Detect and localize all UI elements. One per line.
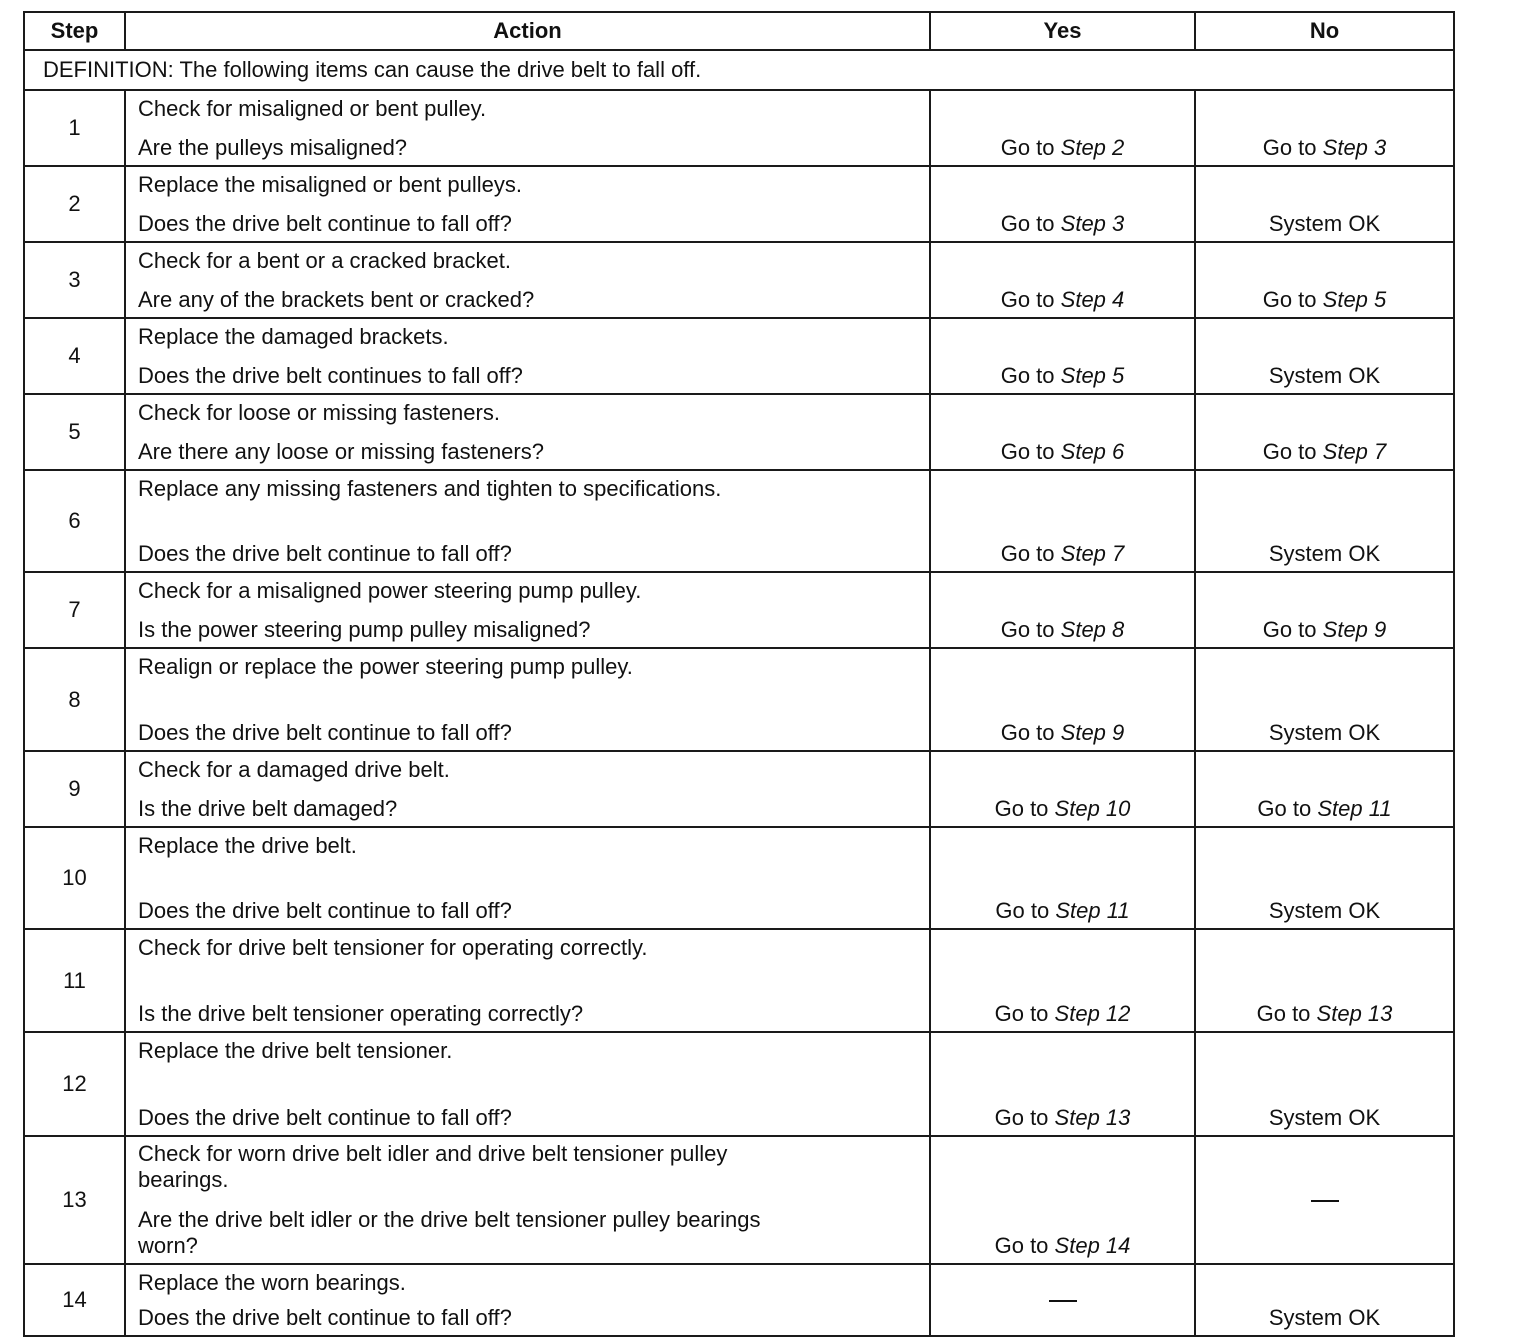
yes-cell: [930, 1136, 1195, 1264]
no-step-ref: Step 13: [1316, 1001, 1393, 1026]
action-question: Does the drive belt continue to fall off?: [138, 211, 512, 236]
action-cell: [125, 394, 930, 470]
action-question: Does the drive belt continues to fall off?: [138, 363, 523, 388]
no-cell: [1195, 166, 1454, 242]
no-prefix: System OK: [1268, 898, 1381, 923]
table-row: [24, 318, 1454, 394]
yes-cell: [930, 242, 1195, 318]
no-prefix: Go to: [1262, 439, 1317, 464]
action-cell: [125, 1264, 930, 1336]
no-cell: [1195, 827, 1454, 929]
step-number: 9: [24, 751, 125, 827]
definition-row: [24, 50, 1454, 90]
yes-step-ref: Step 7: [1060, 541, 1125, 566]
diagnostic-table: [23, 11, 1455, 1337]
no-prefix: System OK: [1268, 363, 1381, 388]
action-question: Does the drive belt continue to fall off?: [138, 898, 512, 923]
yes-cell: [930, 166, 1195, 242]
yes-prefix: Go to: [1000, 720, 1055, 745]
action-question: Are there any loose or missing fasteners?: [138, 439, 544, 464]
step-number: 3: [24, 242, 125, 318]
action-check: Replace the drive belt.: [138, 833, 357, 858]
no-cell: [1195, 929, 1454, 1032]
action-cell: [125, 1136, 930, 1264]
step-number: 12: [24, 1032, 125, 1136]
no-cell: [1195, 572, 1454, 648]
action-check: Check for drive belt tensioner for operating correctly.: [138, 935, 648, 960]
table-row: [24, 242, 1454, 318]
action-question: Is the power steering pump pulley misaligned?: [138, 617, 591, 642]
yes-cell: [930, 318, 1195, 394]
table-row: [24, 751, 1454, 827]
action-question: Is the drive belt damaged?: [138, 796, 398, 821]
table-row: [24, 827, 1454, 929]
yes-cell: [930, 1032, 1195, 1136]
action-question: Does the drive belt continue to fall off?: [138, 1305, 512, 1330]
action-cell: [125, 90, 930, 166]
action-check: Realign or replace the power steering pump pulley.: [138, 654, 633, 679]
dash-mark: [1311, 1200, 1339, 1202]
no-prefix: System OK: [1268, 1305, 1381, 1330]
yes-prefix: Go to: [1000, 135, 1055, 160]
action-check: Check for a damaged drive belt.: [138, 757, 450, 782]
action-cell: [125, 1032, 930, 1136]
header-no: No: [1195, 12, 1454, 50]
yes-cell: [930, 90, 1195, 166]
step-number: 5: [24, 394, 125, 470]
yes-prefix: Go to: [1000, 211, 1055, 236]
action-check: Replace the damaged brackets.: [138, 324, 449, 349]
action-question: Does the drive belt continue to fall off?: [138, 541, 512, 566]
table-row: [24, 90, 1454, 166]
yes-cell: [930, 648, 1195, 751]
action-cell: [125, 648, 930, 751]
no-cell: [1195, 318, 1454, 394]
step-number: 13: [24, 1136, 125, 1264]
yes-prefix: Go to: [1000, 287, 1055, 312]
action-check: Check for loose or missing fasteners.: [138, 400, 500, 425]
no-step-ref: Step 7: [1322, 439, 1387, 464]
action-question: Is the drive belt tensioner operating correctly?: [138, 1001, 584, 1026]
yes-step-ref: Step 4: [1060, 287, 1125, 312]
action-check: Check for a bent or a cracked bracket.: [138, 248, 511, 273]
yes-step-ref: Step 11: [1055, 898, 1130, 923]
no-step-ref: Step 11: [1317, 796, 1392, 821]
yes-cell: [930, 1264, 1195, 1336]
yes-step-ref: Step 8: [1060, 617, 1125, 642]
yes-prefix: Go to: [995, 898, 1050, 923]
yes-cell: [930, 394, 1195, 470]
no-prefix: System OK: [1268, 720, 1381, 745]
yes-cell: [930, 751, 1195, 827]
action-check: Check for misaligned or bent pulley.: [138, 96, 487, 121]
action-check: Check for a misaligned power steering pump pulley.: [138, 578, 642, 603]
no-step-ref: Step 3: [1322, 135, 1387, 160]
table-row: [24, 1264, 1454, 1336]
step-number: 1: [24, 90, 125, 166]
table-row: [24, 1032, 1454, 1136]
yes-step-ref: Step 14: [1054, 1233, 1131, 1258]
yes-step-ref: Step 12: [1054, 1001, 1131, 1026]
action-check: Replace the drive belt tensioner.: [138, 1038, 453, 1063]
no-cell: [1195, 1264, 1454, 1336]
step-number: 11: [24, 929, 125, 1032]
action-question: Are the pulleys misaligned?: [138, 135, 408, 160]
table-row: [24, 394, 1454, 470]
no-cell: [1195, 1136, 1454, 1264]
action-check: Replace the misaligned or bent pulleys.: [138, 172, 523, 197]
header-step: Step: [24, 12, 125, 50]
yes-prefix: Go to: [994, 1233, 1049, 1258]
action-cell: [125, 166, 930, 242]
action-question: Are any of the brackets bent or cracked?: [138, 287, 535, 312]
action-check: Replace any missing fasteners and tighten to specifications.: [138, 476, 722, 501]
no-cell: [1195, 394, 1454, 470]
action-check: Replace the worn bearings.: [138, 1270, 406, 1295]
no-cell: [1195, 648, 1454, 751]
table-row: [24, 1136, 1454, 1264]
header-yes: Yes: [930, 12, 1195, 50]
yes-cell: [930, 470, 1195, 572]
no-cell: [1195, 1032, 1454, 1136]
definition-text: DEFINITION: The following items can cause the drive belt to fall off.: [24, 50, 1454, 90]
action-cell: [125, 318, 930, 394]
step-number: 6: [24, 470, 125, 572]
yes-prefix: Go to: [994, 796, 1049, 821]
yes-step-ref: Step 10: [1054, 796, 1131, 821]
no-prefix: System OK: [1268, 1105, 1381, 1130]
step-number: 2: [24, 166, 125, 242]
dash-mark: [1049, 1300, 1077, 1302]
yes-prefix: Go to: [994, 1001, 1049, 1026]
no-cell: [1195, 470, 1454, 572]
no-prefix: Go to: [1262, 287, 1317, 312]
yes-prefix: Go to: [1000, 541, 1055, 566]
no-prefix: Go to: [1262, 135, 1317, 160]
action-cell: [125, 572, 930, 648]
no-prefix: Go to: [1257, 796, 1312, 821]
yes-prefix: Go to: [1000, 363, 1055, 388]
no-cell: [1195, 751, 1454, 827]
header-row: [24, 12, 1454, 50]
action-check: Check for worn drive belt idler and drive belt tensioner pulley bearings.: [138, 1141, 728, 1192]
no-cell: [1195, 242, 1454, 318]
no-prefix: System OK: [1268, 541, 1381, 566]
action-cell: [125, 929, 930, 1032]
action-cell: [125, 751, 930, 827]
yes-prefix: Go to: [994, 1105, 1049, 1130]
yes-step-ref: Step 9: [1060, 720, 1125, 745]
yes-cell: [930, 929, 1195, 1032]
yes-prefix: Go to: [1000, 439, 1055, 464]
yes-step-ref: Step 5: [1060, 363, 1125, 388]
yes-prefix: Go to: [1000, 617, 1055, 642]
header-action: Action: [125, 12, 930, 50]
yes-step-ref: Step 6: [1060, 439, 1125, 464]
table-row: [24, 929, 1454, 1032]
action-question: Does the drive belt continue to fall off?: [138, 720, 512, 745]
action-cell: [125, 242, 930, 318]
step-number: 7: [24, 572, 125, 648]
table-row: [24, 572, 1454, 648]
step-number: 8: [24, 648, 125, 751]
no-prefix: Go to: [1262, 617, 1317, 642]
no-prefix: Go to: [1256, 1001, 1311, 1026]
no-step-ref: Step 9: [1322, 617, 1387, 642]
action-cell: [125, 827, 930, 929]
action-question: Does the drive belt continue to fall off?: [138, 1105, 512, 1130]
yes-step-ref: Step 13: [1054, 1105, 1131, 1130]
no-cell: [1195, 90, 1454, 166]
table-row: [24, 648, 1454, 751]
table-row: [24, 470, 1454, 572]
step-number: 10: [24, 827, 125, 929]
yes-step-ref: Step 3: [1060, 211, 1125, 236]
no-prefix: System OK: [1268, 211, 1381, 236]
no-step-ref: Step 5: [1322, 287, 1387, 312]
yes-cell: [930, 572, 1195, 648]
table-row: [24, 166, 1454, 242]
action-cell: [125, 470, 930, 572]
step-number: 4: [24, 318, 125, 394]
step-number: 14: [24, 1264, 125, 1336]
action-question: Are the drive belt idler or the drive belt tensioner pulley bearings worn?: [138, 1207, 761, 1258]
yes-step-ref: Step 2: [1060, 135, 1125, 160]
yes-cell: [930, 827, 1195, 929]
